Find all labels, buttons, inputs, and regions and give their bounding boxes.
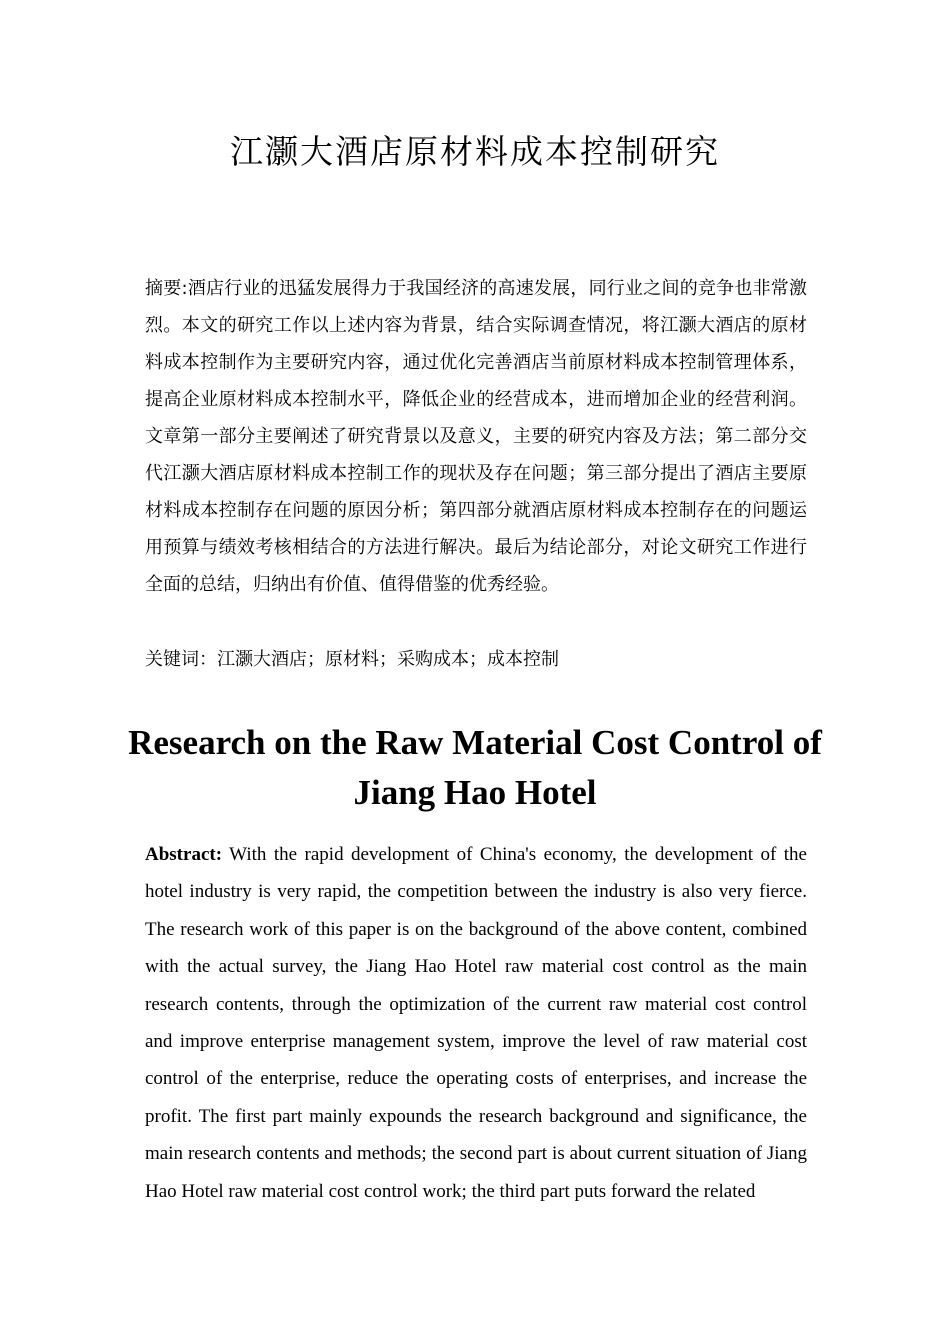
english-abstract-label: Abstract: [145,844,223,865]
english-abstract [145,836,807,1210]
chinese-abstract-label: 摘要 [145,278,182,299]
english-title: Research on the Raw Material Cost Control of Jiang Hao Hotel [128,723,822,812]
chinese-abstract: 摘要:酒店行业的迅猛发展得力于我国经济的高速发展，同行业之间的竞争也非常激烈。本文的研究工作以上述内容为背景，结合实际调查情况，将江灏大酒店的原材料成本控制作为主要研究内容，通过优化完善酒店当前原材料成本控制管理体系，提高企业原材料成本控制水平，降低企业的经营成本，进而增加企业的经营利润。文章第一部分主要阐述了研究背景以及意义，主要的研究内容及方法；第二部分交代江灏大酒店原材料成本控制工作的现状及存在问题；第三部分提出了酒店主要原材料成本控制存在问题的原因分析；第四部分就酒店原材料成本控制存在的问题运用预算与绩效考核相结合的方法进行解决。最后为结论部分，对论文研究工作进行全面的总结，归纳出有价值、值得借鉴的优秀经验。 [145,278,808,595]
chinese-abstract-text: 酒店行业的迅猛发展得力于我国经济的高速发展，同行业之间的竞争也非常激烈。本文的研究工作以上述内容为背景，结合实际调查情况，将江灏大酒店的原材料成本控制作为主要研究内容，通过优化完善酒店当前原材料成本控制管理体系，提高企业原材料成本控制水平，降低企业的经营成本，进而增加企业的经营利润。文章第一部分主要阐述了研究背景以及意义，主要的研究内容及方法；第二部分交代江灏大酒店原材料成本控制工作的现状及存在问题；第三部分提出了酒店主要原材料成本控制存在问题的原因分析；第四部分就酒店原材料成本控制存在的问题运用预算与绩效考核相结合的方法进行解决。最后为结论部分，对论文研究工作进行全面的总结，归纳出有价值、值得借鉴的优秀经验。 [145,278,808,595]
chinese-title: 江灏大酒店原材料成本控制研究 [230,132,720,171]
english-abstract-text: With the rapid development of China's economy, the development of the hotel industry is very rapid, the competition between the industry is also very fierce. The research work of this paper is on the background of the above content, combined with the actual survey, the Jiang Hao Hotel raw material cost control as the main research contents, through the optimization of the current raw material cost control and improve enterprise management system, improve the level of raw material cost control of the enterprise, reduce the operating costs of enterprises, and increase the profit. The first part mainly expounds the research background and significance, the main research contents and methods; the second part is about current situation of Jiang Hao Hotel raw material cost control work; the third part puts forward the related [145,844,807,1202]
chinese-keywords-label: 关键词 [145,649,199,670]
chinese-keywords: 关键词：江灏大酒店；原材料；采购成本；成本控制 [145,649,559,670]
chinese-keywords-text: 江灏大酒店；原材料；采购成本；成本控制 [217,649,559,670]
